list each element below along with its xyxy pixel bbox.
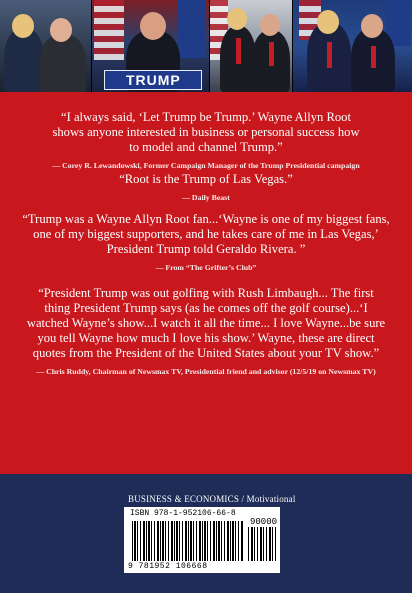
- quote-block: [26, 286, 386, 377]
- quote-block: [46, 110, 366, 171]
- quote-attribution: — Corey R. Lewandowski, Former Campaign Manager of the Trump Presidential campaign: [52, 161, 360, 170]
- quote-text: “I always said, ‘Let Trump be Trump.’ Wayne Allyn Root shows anyone interested in business or personal success how to model and channel Trump.”: [52, 110, 360, 154]
- photo-podium: [92, 0, 210, 92]
- book-category: BUSINESS & ECONOMICS / Motivational: [128, 494, 296, 504]
- price-code: 90000: [250, 517, 278, 527]
- photo-stage: [293, 0, 412, 92]
- quote-attribution: — From “The Grifter’s Club”: [155, 263, 257, 272]
- photo-two-men: [210, 0, 292, 92]
- barcode: [124, 507, 280, 573]
- quote-attribution: — Chris Ruddy, Chairman of Newsmax TV, Presidential friend and advisor (12/5/19 on Newsmax TV): [36, 367, 376, 376]
- quote-block: [40, 172, 372, 203]
- quote-block: [22, 212, 390, 273]
- quote-text: “President Trump was out golfing with Rush Limbaugh... The first thing President Trump says (as he comes off the golf course)...‘I watched Wayne’s show...I watch it all the time... I love Wayne...be sure you tell Wayne how much I love his show.’ Wayne, these are direct quotes from the President of the United States about your TV show.”: [26, 286, 386, 360]
- quotes-panel: [0, 92, 412, 474]
- photo-thumbs-up: [0, 0, 92, 92]
- barcode-digits: 9 781952 106668: [128, 562, 208, 571]
- trump-podium-sign: TRUMP: [104, 70, 202, 90]
- quote-text: “Root is the Trump of Las Vegas.”: [119, 172, 293, 186]
- quote-text: “Trump was a Wayne Allyn Root fan...‘Wayne is one of my biggest fans, one of my biggest supporters, and he takes care of me in Las Vegas,’ President Trump told Geraldo Rivera. ”: [22, 212, 390, 256]
- photo-strip: [0, 0, 412, 92]
- barcode-bars: [132, 521, 244, 561]
- quote-attribution: — Daily Beast: [182, 193, 230, 202]
- price-barcode-bars: [248, 527, 276, 561]
- isbn-label: ISBN 978-1-952106-66-8: [130, 509, 236, 518]
